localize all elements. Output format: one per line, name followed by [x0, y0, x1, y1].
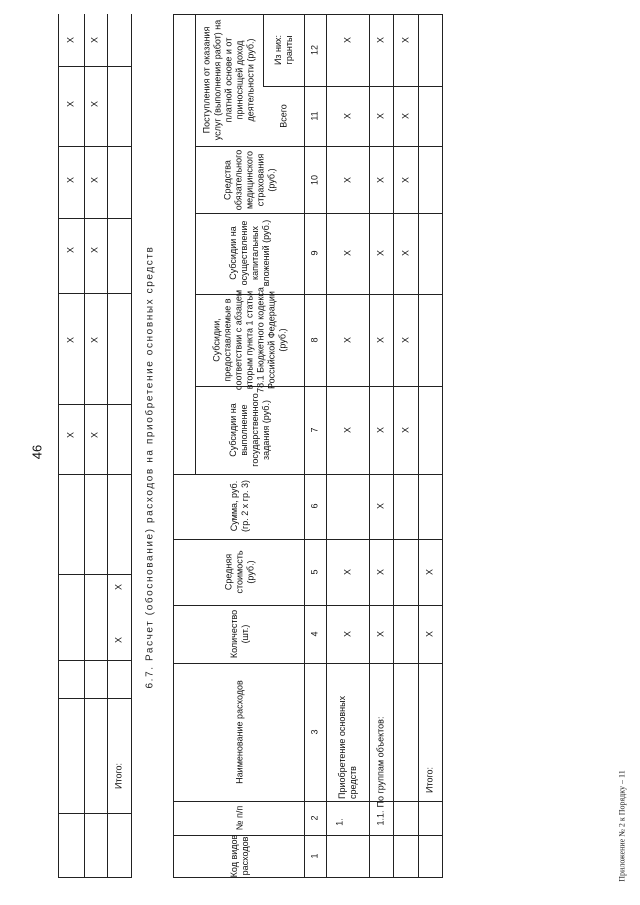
x-mark: X [342, 568, 353, 576]
x-mark: X [342, 36, 353, 44]
column-number: 7 [309, 427, 320, 433]
section-title: 6.7. Расчет (обоснование) расходов на приобретение основных средств [144, 245, 156, 689]
page-footer: Приложение № 2 к Порядку – 11 [617, 770, 627, 882]
row-number: 1.1. [375, 810, 386, 826]
x-mark: X [400, 176, 411, 184]
x-mark: X [89, 336, 100, 344]
x-mark: X [89, 431, 100, 439]
x-mark: X [400, 336, 411, 344]
x-mark: X [375, 36, 386, 44]
row-number: 1. [334, 818, 345, 826]
column-number: 8 [309, 337, 320, 343]
header-average-cost: Средняя стоимость (руб.) [223, 550, 256, 594]
x-mark: X [342, 630, 353, 638]
x-mark: X [424, 630, 435, 638]
x-mark: X [89, 246, 100, 254]
x-mark: X [375, 336, 386, 344]
column-number: 4 [309, 631, 320, 637]
row-name: Приобретение основных средств [337, 695, 358, 799]
column-number: 11 [309, 111, 320, 121]
column-number: 10 [309, 174, 320, 186]
column-number: 9 [309, 250, 320, 256]
x-mark: X [375, 176, 386, 184]
x-mark: X [375, 249, 386, 257]
top-total-label: Итого: [113, 762, 124, 790]
x-mark: X [375, 112, 386, 120]
row-name: Итого: [424, 766, 435, 794]
x-mark: X [89, 36, 100, 44]
header-paid-grants: Из них: гранты [273, 34, 294, 66]
x-mark: X [342, 336, 353, 344]
header-row-number: № п/п [234, 805, 245, 831]
header-subsidy-capital: Субсидии на осуществление капитальных вложений (руб.) [228, 219, 271, 287]
x-mark: X [342, 176, 353, 184]
x-mark: X [400, 249, 411, 257]
header-subsidy-article-78: Субсидии, предоставляемые в соответствии с абзацем вторым пункта 1 статьи 78.1 Бюджетного кодекса Российской Федерации (руб.) [211, 287, 288, 393]
x-mark: X [400, 112, 411, 120]
column-number: 1 [309, 853, 320, 859]
x-mark: X [375, 568, 386, 576]
header-oms-funds: Средства обязательного медицинского страхования (руб.) [222, 149, 277, 211]
page-number: 46 [29, 444, 45, 460]
x-mark: X [65, 336, 76, 344]
x-mark: X [89, 176, 100, 184]
x-mark: X [375, 502, 386, 510]
x-mark: X [342, 112, 353, 120]
x-mark: X [113, 583, 124, 591]
header-paid-total: Всего [278, 104, 289, 128]
header-subsidy-state-task: Субсидии на выполнение государственного задания (руб.) [228, 393, 271, 467]
x-mark: X [65, 100, 76, 108]
x-mark: X [65, 431, 76, 439]
header-expense-name: Наименование расходов [234, 680, 245, 784]
row-name: По группам объектов: [375, 716, 386, 808]
column-number: 5 [309, 569, 320, 575]
header-expense-code: Код видов расходов [229, 834, 250, 878]
header-quantity: Количество (шт.) [229, 609, 250, 659]
header-paid-services: Поступления от оказания услуг (выполнения работ) на платной основе и от приносящей доход деятельности (руб.) [201, 19, 256, 141]
x-mark: X [65, 176, 76, 184]
x-mark: X [342, 426, 353, 434]
x-mark: X [400, 426, 411, 434]
x-mark: X [113, 636, 124, 644]
x-mark: X [89, 100, 100, 108]
x-mark: X [375, 630, 386, 638]
x-mark: X [65, 36, 76, 44]
column-number: 6 [309, 503, 320, 509]
x-mark: X [375, 426, 386, 434]
x-mark: X [400, 36, 411, 44]
column-number: 3 [309, 729, 320, 735]
column-number: 2 [309, 815, 320, 821]
x-mark: X [342, 249, 353, 257]
x-mark: X [65, 246, 76, 254]
header-sum: Сумма, руб. (гр. 2 х гр. 3) [229, 479, 250, 533]
column-number: 12 [309, 44, 320, 56]
x-mark: X [424, 568, 435, 576]
